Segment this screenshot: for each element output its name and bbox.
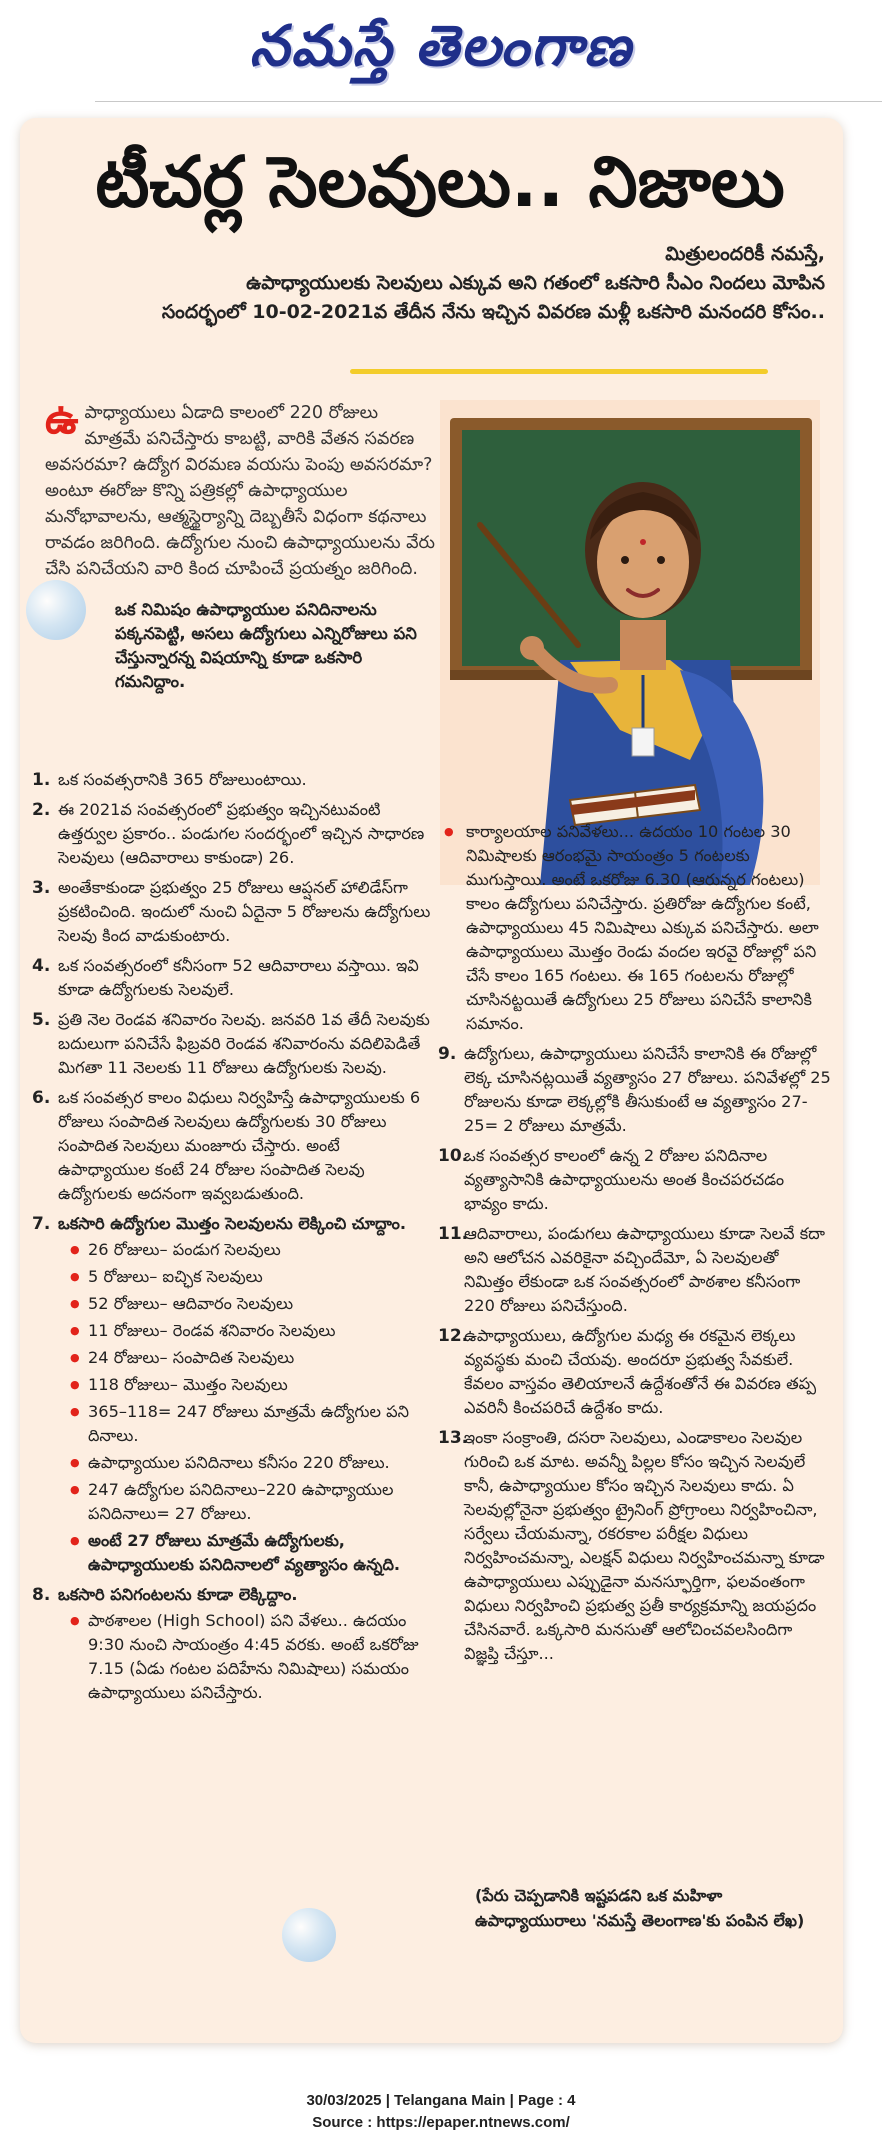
- sub-list-item: ● 26 రోజులు– పండుగ సెలవులు: [68, 1238, 432, 1262]
- list-item: [32, 798, 432, 870]
- article-headline: టీచర్ల సెలవులు.. నిజాలు: [95, 141, 785, 223]
- sub-list-item: ● పాఠశాలల (High School) పని వేళలు.. ఉదయం 9:30 నుంచి సాయంత్రం 4:45 వరకు. అంటే ఒకరోజు 7.15 (ఏడు గంటల పదిహేను నిమిషాలు) సమయం ఉపాధ్యాయులు పనిచేస్తారు.: [68, 1609, 432, 1705]
- item-number: 13.: [438, 1428, 469, 1448]
- item-number: 6.: [32, 1088, 51, 1108]
- item-number: 8.: [32, 1585, 51, 1605]
- item-text: అంతేకాకుండా ప్రభుత్వం 25 రోజులు ఆప్షనల్ హాలిడేస్‌గా ప్రకటించింది. ఇందులో నుంచి ఏదైనా 5 రోజులను ఉద్యోగులు సెలవు కింద వాడుకుంటారు.: [58, 878, 431, 945]
- item-number: 1.: [32, 770, 51, 790]
- footer-source-link[interactable]: Source : https://epaper.ntnews.com/: [312, 2114, 570, 2131]
- item-text: ఒకసారి పనిగంటలను కూడా లెక్కిద్దాం.: [58, 1585, 298, 1604]
- list-item: [32, 768, 432, 792]
- masthead-divider: [95, 101, 882, 102]
- item-text: ఒక సంవత్సరానికి 365 రోజులుంటాయి.: [58, 770, 307, 789]
- item-number: 3.: [32, 878, 51, 898]
- item-number: 9.: [438, 1044, 457, 1064]
- sub-list-item: ● 118 రోజులు– మొత్తం సెలవులు: [68, 1373, 432, 1397]
- newspaper-logo[interactable]: నమస్తే తెలంగాణ: [249, 14, 633, 79]
- list-item: [438, 1042, 832, 1138]
- sub-list-item: ● 365–118= 247 రోజులు మాత్రమే ఉద్యోగుల పని దినాలు.: [68, 1400, 432, 1448]
- sub-list-item: ● అంటే 27 రోజులు మాత్రమే ఉద్యోగులకు, ఉపాధ్యాయులకు పనిదినాలలో వ్యత్యాసం ఉన్నది.: [68, 1529, 432, 1577]
- list-item: [32, 876, 432, 948]
- callout-box: ఒక నిమిషం ఉపాధ్యాయుల పనిదినాలను పక్కనపెట్టి, అసలు ఉద్యోగులు ఎన్నిరోజులు పని చేస్తున్నారన్న విషయాన్ని కూడా ఒకసారి గమనిద్దాం.: [115, 600, 417, 691]
- intro-line: మిత్రులందరికీ నమస్తే,: [665, 243, 825, 265]
- article-byline: (పేరు చెప్పడానికి ఇష్టపడని ఒక మహిళా ఉపాధ్యాయురాలు 'నమస్తే తెలంగాణ'కు పంపిన లేఖ): [475, 1886, 805, 1930]
- intro-line: ఉపాధ్యాయులకు సెలవులు ఎక్కువ అని గతంలో ఒకసారి సీఎం నిందలు మోపిన: [246, 272, 825, 294]
- footer-edition-info: 30/03/2025 | Telangana Main | Page : 4: [306, 2092, 576, 2109]
- intro-line: సందర్భంలో 10-02-2021వ తేదీన నేను ఇచ్చిన వివరణ మళ్లీ ఒకసారి మనందరి కోసం..: [161, 301, 825, 323]
- drop-cap: ఉ: [45, 394, 79, 443]
- item-number: 2.: [32, 800, 51, 820]
- article-column-right: [438, 820, 832, 1672]
- sub-list-item: ● 5 రోజులు– ఐచ్ఛిక సెలవులు: [68, 1265, 432, 1289]
- item-text: ఈ 2021వ సంవత్సరంలో ప్రభుత్వం ఇచ్చినటువంటి ఉత్తర్వుల ప్రకారం.. పండుగల సందర్భంలో ఇచ్చిన సాధారణ సెలవులు (ఆదివారాలు కాకుండా) 26.: [58, 800, 425, 867]
- item-text: ఇంకా సంక్రాంతి, దసరా సెలవులు, ఎండాకాలం సెలవుల గురించి ఒక మాట. అవన్నీ పిల్లల కోసం ఇచ్చిన సెలవులే కానీ, ఉపాధ్యాయుల కోసం ఇచ్చిన సెలవులు కాదు. ఏ సెలవుల్లోనైనా ప్రభుత్వం ట్రైనింగ్ ప్రోగ్రాంలు నిర్వహించినా, సర్వేలు చేయమన్నా, రకరకాల పరీక్షల విధులు నిర్వహించమన్నా, ఎలక్షన్ విధులు నిర్వహించమన్నా కూడా ఉపాధ్యాయులు ఎప్పుడైనా మనస్ఫూర్తిగా, ఫలవంతంగా విధులు నిర్వహించి ప్రభుత్వ ప్రతీ కార్యక్రమాన్ని జయప్రదం చేసినవారే. ఒక్కసారి మనసుతో ఆలోచించవలసిందిగా విజ్ఞప్తి చేస్తూ...: [464, 1428, 825, 1663]
- sub-list-item: ● 24 రోజులు– సంపాదిత సెలవులు: [68, 1346, 432, 1370]
- item-number: 11.: [438, 1224, 469, 1244]
- list-item: [32, 1086, 432, 1206]
- item-text: ఉద్యోగులు, ఉపాధ్యాయులు పనిచేసే కాలానికి ఈ రోజుల్లో లెక్క చూసినట్లయితే వ్యత్యాసం 27 రోజులు. పనివేళల్లో 25 రోజులను కూడా లెక్కల్లోకి తీసుకుంటే ఆ వ్యత్యాసం 27-25= 2 రోజులు మాత్రమే.: [464, 1044, 831, 1135]
- list-item: [438, 1324, 832, 1420]
- sub-list-item: ● 11 రోజులు– రెండవ శనివారం సెలవులు: [68, 1319, 432, 1343]
- teacher-illustration: [440, 400, 820, 885]
- item-text: ఒక సంవత్సరంలో కనీసంగా 52 ఆదివారాలు వస్తాయి. ఇవి కూడా ఉద్యోగులకు సెలవులే.: [58, 956, 419, 999]
- list-item: [32, 1212, 432, 1577]
- list-item: [32, 1583, 432, 1705]
- masthead: [0, 0, 882, 100]
- item-text: ఒకసారి ఉద్యోగుల మొత్తం సెలవులను లెక్కించి చూద్దాం.: [58, 1214, 407, 1233]
- lead-paragraph: [45, 394, 435, 582]
- sub-list-item: ● ఉపాధ్యాయుల పనిదినాలు కనీసం 220 రోజులు.: [68, 1451, 432, 1475]
- sub-list-item: ● 52 రోజులు– ఆదివారం సెలవులు: [68, 1292, 432, 1316]
- list-item: [32, 1008, 432, 1080]
- item-text: ఆదివారాలు, పండుగలు ఉపాధ్యాయులు కూడా సెలవే కదా అని ఆలోచన ఎవరికైనా వచ్చిందేమో, ఏ సెలవులతో నిమిత్తం లేకుండా ఒక సంవత్సరంలో పాఠశాల కనీసంగా 220 రోజులు పనిచేస్తుంది.: [464, 1224, 825, 1315]
- list-item: [438, 1222, 832, 1318]
- sub-list: [58, 1609, 432, 1705]
- bullet-paragraph: ● కార్యాలయాల పనివేళలు... ఉదయం 10 గంటల 30 నిమిషాలకు ఆరంభమై సాయంత్రం 5 గంటలకు ముగుస్తాయి. అంటే ఒకరోజు 6.30 (ఆరున్నర గంటలు) కాలం ఉద్యోగులు పనిచేస్తారు. ప్రతిరోజు ఉద్యోగుల కంటే, ఉపాధ్యాయులు 45 నిమిషాలు ఎక్కువ పనిచేస్తారు. అలా ఉపాధ్యాయులు మొత్తం రెండు వందల ఇరవై రోజుల్లో పని చేసే కాలం 165 గంటలు. ఈ 165 గంటలను రోజుల్లో చూసినట్టయితే ఉద్యోగులు 25 రోజులు పనిచేసే కాలానికి సమానం.: [438, 820, 832, 1036]
- item-text: ఒక సంవత్సర కాలం విధులు నిర్వహిస్తే ఉపాధ్యాయులకు 6 రోజులు సంపాదిత సెలవులు ఉద్యోగులకు 30 రోజులు సంపాదిత సెలవులు మంజూరు చేస్తారు. అంటే ఉపాధ్యాయుల కంటే 24 రోజుల సంపాదిత సెలవు ఉద్యోగులకు అదనంగా ఇవ్వబడుతుంది.: [58, 1088, 421, 1203]
- page-footer: [0, 2090, 882, 2134]
- item-number: 12.: [438, 1326, 469, 1346]
- intro-highlight-underline: [350, 369, 768, 374]
- item-number: 10.: [438, 1146, 469, 1166]
- sub-list: [58, 1238, 432, 1577]
- item-number: 5.: [32, 1010, 51, 1030]
- item-text: ప్రతి నెల రెండవ శనివారం సెలవు. జనవరి 1వ తేదీ సెలవుకు బదులుగా పనిచేసే ఫిబ్రవరి రెండవ శనివారంను వదిలిపెడితే మిగతా 11 నెలలకు 11 రోజులు ఉద్యోగులకు సెలవు.: [58, 1010, 430, 1077]
- list-item: [438, 1144, 832, 1216]
- list-item: [32, 954, 432, 1002]
- list-item: [438, 1426, 832, 1666]
- item-number: 7.: [32, 1214, 51, 1234]
- item-text: ఒక సంవత్సర కాలంలో ఉన్న 2 రోజుల పనిదినాల వ్యత్యాసానికి ఉపాధ్యాయులను అంత కించపరచడం భావ్యం కాదు.: [464, 1146, 785, 1213]
- item-number: 4.: [32, 956, 51, 976]
- item-text: ఉపాధ్యాయులు, ఉద్యోగుల మధ్య ఈ రకమైన లెక్కలు వ్యవస్థకు మంచి చేయవు. అందరూ ప్రభుత్వ సేవకులే. కేవలం వాస్తవం తెలియాలనే ఉద్దేశంతోనే ఈ వివరణ తప్ప ఎవరినీ కించపరిచే ఉద్దేశం కాదు.: [464, 1326, 817, 1417]
- bubble-icon: [282, 1908, 336, 1962]
- article-card: [20, 118, 843, 2043]
- sub-list-item: ● 247 ఉద్యోగుల పనిదినాలు–220 ఉపాధ్యాయుల పనిదినాలు= 27 రోజులు.: [68, 1478, 432, 1526]
- lead-text: పాధ్యాయులు ఏడాది కాలంలో 220 రోజులు మాత్రమే పనిచేస్తారు కాబట్టి, వారికి వేతన సవరణ అవసరమా? ఉద్యోగ విరమణ వయసు పెంపు అవసరమా? అంటూ ఈరోజు కొన్ని పత్రికల్లో ఉపాధ్యాయుల మనోభావాలను, ఆత్మస్థైర్యాన్ని దెబ్బతీసే విధంగా కథనాలు రావడం జరిగింది. ఉద్యోగుల నుంచి ఉపాధ్యాయులను వేరు చేసి పనిచేయని వారి కింద చూపించే ప్రయత్నం జరిగింది.: [45, 403, 435, 579]
- bubble-icon: [26, 580, 86, 640]
- article-column-left: [32, 768, 432, 1711]
- article-intro: [60, 240, 825, 327]
